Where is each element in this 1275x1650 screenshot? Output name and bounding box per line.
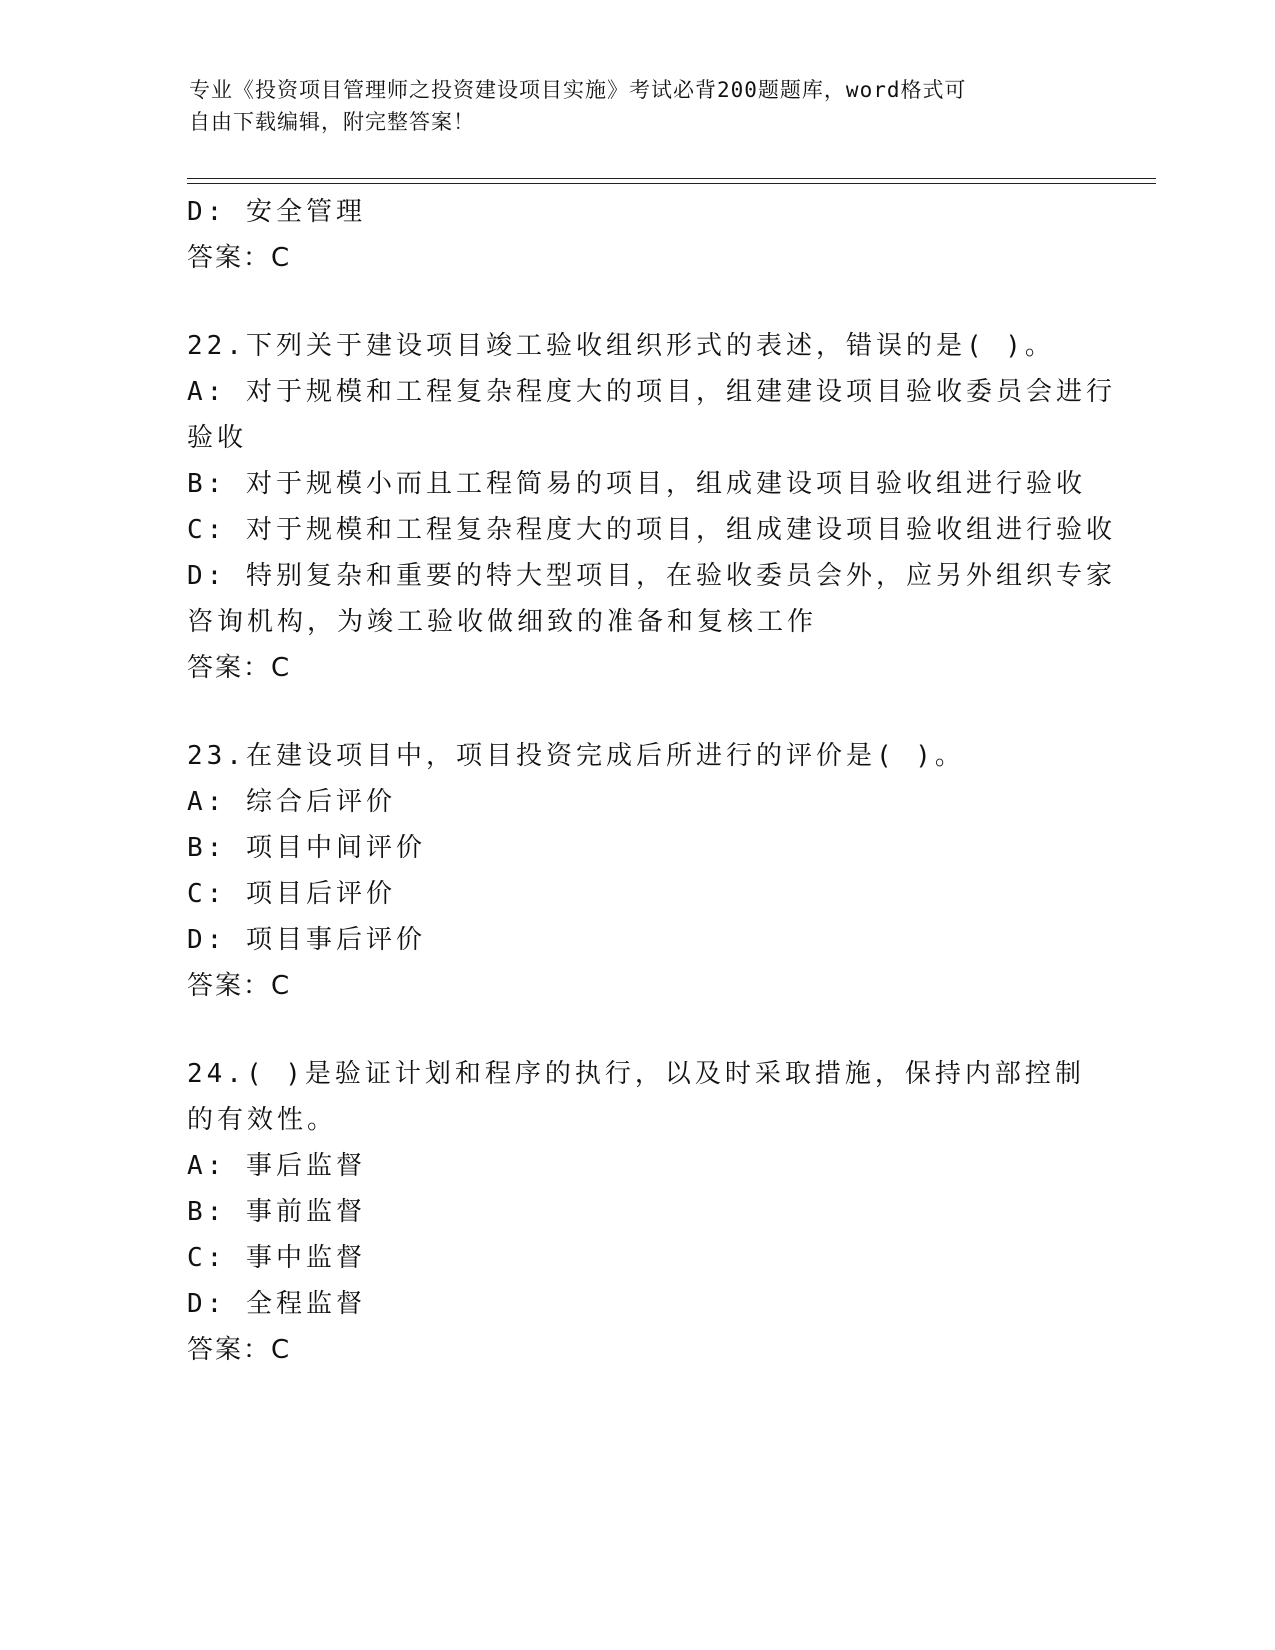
option-b: B: 对于规模小而且工程简易的项目，组成建设项目验收组进行验收 [187,469,1086,499]
question-22 [187,323,1116,691]
answer: 答案：C [187,971,292,1001]
option-d: D: 全程监督 [187,1289,366,1319]
document-body [187,189,1116,1373]
prev-answer: 答案：C [187,243,292,273]
question-stem: 23.在建设项目中，项目投资完成后所进行的评价是( )。 [187,741,965,771]
header-line-2: 自由下载编辑，附完整答案！ [189,110,475,134]
spacer [187,691,1087,733]
answer: 答案：C [187,653,292,683]
option-b: B: 事前监督 [187,1197,366,1227]
answer: 答案：C [187,1335,292,1365]
header-divider-top [187,178,1156,179]
prev-option-d: D: 安全管理 [187,197,366,227]
option-b: B: 项目中间评价 [187,833,426,863]
spacer [187,1009,1087,1051]
option-a-continued: 验收 [187,423,248,453]
option-d-continued: 咨询机构，为竣工验收做细致的准备和复核工作 [187,607,818,637]
option-a: A: 事后监督 [187,1151,366,1181]
spacer [187,281,1087,323]
option-c: C: 对于规模和工程复杂程度大的项目，组成建设项目验收组进行验收 [187,515,1116,545]
option-c: C: 项目后评价 [187,879,396,909]
header-divider-bottom [187,183,1156,184]
option-d: D: 项目事后评价 [187,925,426,955]
document-header [189,74,1069,138]
option-a: A: 综合后评价 [187,787,396,817]
header-line-1: 专业《投资项目管理师之投资建设项目实施》考试必背200题题库，word格式可 [189,78,967,102]
question-stem: 24.( )是验证计划和程序的执行，以及时采取措施，保持内部控制 [187,1059,1085,1089]
option-d: D: 特别复杂和重要的特大型项目，在验收委员会外，应另外组织专家 [187,561,1116,591]
option-c: C: 事中监督 [187,1243,366,1273]
question-24 [187,1051,1087,1373]
question-stem-continued: 的有效性。 [187,1105,338,1135]
option-a: A: 对于规模和工程复杂程度大的项目，组建建设项目验收委员会进行 [187,377,1116,407]
question-stem: 22.下列关于建设项目竣工验收组织形式的表述，错误的是( )。 [187,331,1055,361]
question-23 [187,733,1087,1009]
